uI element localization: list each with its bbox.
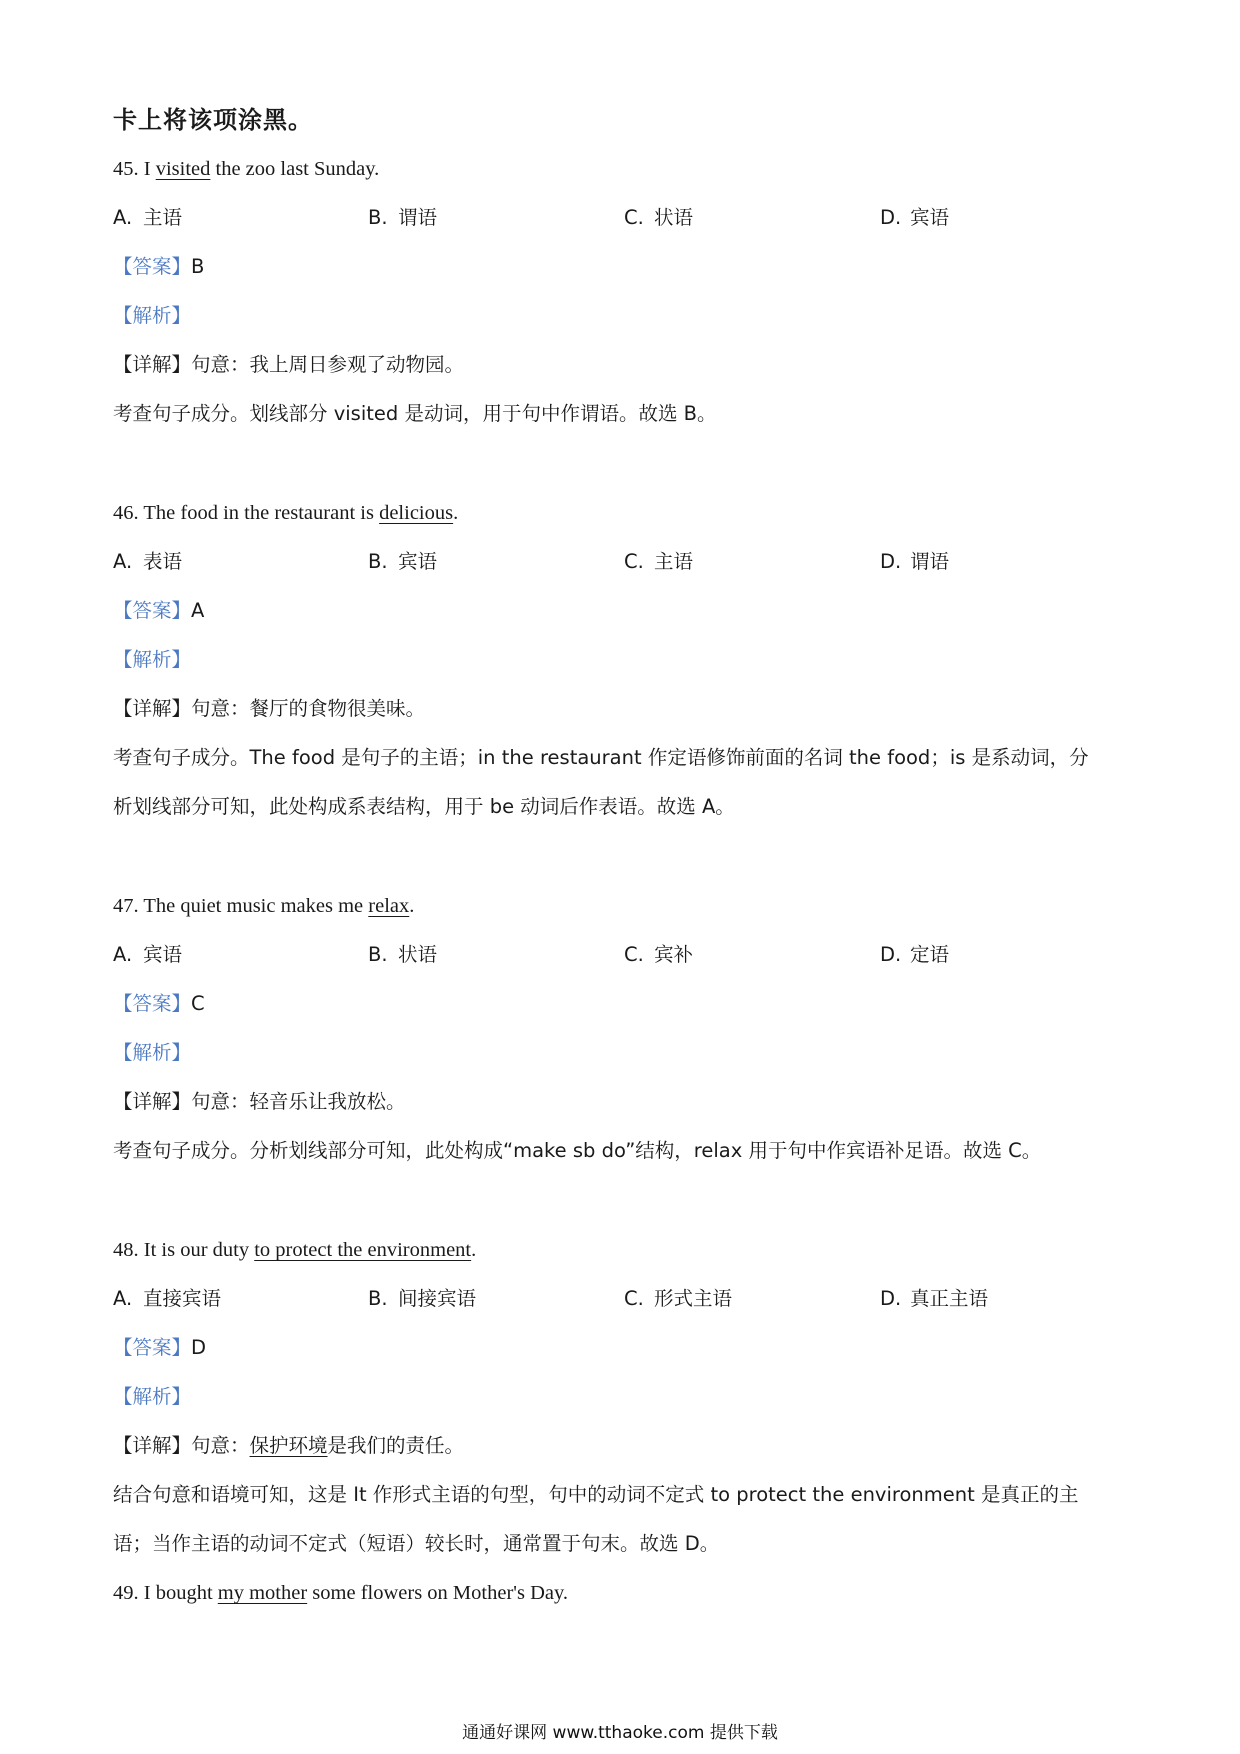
question-48 bbox=[113, 1235, 476, 1265]
option-a: A. 主语 bbox=[113, 206, 183, 229]
question-47 bbox=[113, 891, 414, 921]
question-text-post: . bbox=[471, 1239, 477, 1261]
explain-46-line2: 析划线部分可知，此处构成系表结构，用于 be 动词后作表语。故选 A。 bbox=[113, 795, 735, 818]
question-text-post: . bbox=[409, 895, 415, 917]
answer-47 bbox=[113, 989, 205, 1019]
option-b: B. 谓语 bbox=[368, 206, 438, 229]
detail-text: 句意：我上周日参观了动物园。 bbox=[191, 353, 465, 376]
detail-text-post: 是我们的责任。 bbox=[327, 1434, 465, 1457]
answer-label: 【答案】 bbox=[113, 255, 192, 278]
question-text-post: . bbox=[453, 502, 459, 524]
detail-48 bbox=[113, 1431, 464, 1461]
answer-label: 【答案】 bbox=[113, 599, 192, 622]
answer-value: A bbox=[191, 599, 205, 622]
option-c: C. 宾补 bbox=[624, 943, 694, 966]
question-45 bbox=[113, 154, 379, 184]
detail-text-pre: 句意： bbox=[191, 1434, 250, 1457]
option-c: C. 主语 bbox=[624, 550, 694, 573]
question-number: 46. bbox=[113, 502, 139, 524]
answer-label: 【答案】 bbox=[113, 1336, 192, 1359]
detail-46 bbox=[113, 694, 425, 724]
option-c: C. 形式主语 bbox=[624, 1287, 733, 1310]
detail-underlined: 保护环境 bbox=[249, 1434, 328, 1457]
detail-47 bbox=[113, 1087, 406, 1117]
explain-48-line2: 语；当作主语的动词不定式（短语）较长时，通常置于句末。故选 D。 bbox=[113, 1532, 720, 1555]
question-number: 45. bbox=[113, 158, 139, 180]
option-d: D. 宾语 bbox=[880, 206, 950, 229]
option-d: D. 谓语 bbox=[880, 550, 950, 573]
analysis-label-48: 【解析】 bbox=[113, 1385, 192, 1408]
underlined-part: my mother bbox=[217, 1582, 308, 1604]
question-number: 47. bbox=[113, 895, 139, 917]
underlined-part: relax bbox=[368, 895, 410, 917]
question-text-post: some flowers on Mother's Day. bbox=[307, 1582, 569, 1604]
answer-label: 【答案】 bbox=[113, 992, 192, 1015]
detail-45 bbox=[113, 350, 464, 380]
option-b: B. 间接宾语 bbox=[368, 1287, 477, 1310]
option-c: C. 状语 bbox=[624, 206, 694, 229]
analysis-label-45: 【解析】 bbox=[113, 304, 192, 327]
question-text-pre: I bbox=[143, 158, 156, 180]
explain-45: 考查句子成分。划线部分 visited 是动词，用于句中作谓语。故选 B。 bbox=[113, 402, 717, 425]
answer-value: B bbox=[191, 255, 205, 278]
question-text-post: the zoo last Sunday. bbox=[210, 158, 380, 180]
question-number: 49. bbox=[113, 1582, 139, 1604]
detail-text: 句意：轻音乐让我放松。 bbox=[191, 1090, 406, 1113]
underlined-part: visited bbox=[155, 158, 211, 180]
detail-label: 【详解】 bbox=[113, 1090, 192, 1113]
question-text-pre: The quiet music makes me bbox=[143, 895, 369, 917]
option-d: D. 定语 bbox=[880, 943, 950, 966]
question-text-pre: The food in the restaurant is bbox=[143, 502, 380, 524]
explain-47: 考查句子成分。分析划线部分可知，此处构成“make sb do”结构，relax 用于句中作宾语补足语。故选 C。 bbox=[113, 1139, 1042, 1162]
explain-46-line1: 考查句子成分。The food 是句子的主语；in the restaurant 作定语修饰前面的名词 the food；is 是系动词，分 bbox=[113, 746, 1089, 769]
option-a: A. 表语 bbox=[113, 550, 183, 573]
answer-45 bbox=[113, 252, 204, 282]
section-heading: 卡上将该项涂黑。 bbox=[113, 106, 313, 134]
answer-46 bbox=[113, 596, 204, 626]
question-text-pre: It is our duty bbox=[143, 1239, 255, 1261]
question-46 bbox=[113, 498, 458, 528]
question-text-pre: I bought bbox=[143, 1582, 218, 1604]
detail-text: 句意：餐厅的食物很美味。 bbox=[191, 697, 426, 720]
answer-48 bbox=[113, 1333, 206, 1363]
detail-label: 【详解】 bbox=[113, 697, 192, 720]
underlined-part: to protect the environment bbox=[254, 1239, 472, 1261]
question-49 bbox=[113, 1578, 568, 1608]
answer-value: D bbox=[191, 1336, 207, 1359]
option-d: D. 真正主语 bbox=[880, 1287, 989, 1310]
page-footer: 通通好课网 www.tthaoke.com 提供下载 bbox=[462, 1723, 778, 1743]
analysis-label-47: 【解析】 bbox=[113, 1041, 192, 1064]
option-a: A. 直接宾语 bbox=[113, 1287, 222, 1310]
question-number: 48. bbox=[113, 1239, 139, 1261]
detail-label: 【详解】 bbox=[113, 353, 192, 376]
explain-48-line1: 结合句意和语境可知，这是 It 作形式主语的句型，句中的动词不定式 to protect the environment 是真正的主 bbox=[113, 1483, 1079, 1506]
answer-value: C bbox=[191, 992, 205, 1015]
option-b: B. 状语 bbox=[368, 943, 438, 966]
option-b: B. 宾语 bbox=[368, 550, 438, 573]
analysis-label-46: 【解析】 bbox=[113, 648, 192, 671]
detail-label: 【详解】 bbox=[113, 1434, 192, 1457]
underlined-part: delicious bbox=[379, 502, 454, 524]
option-a: A. 宾语 bbox=[113, 943, 183, 966]
